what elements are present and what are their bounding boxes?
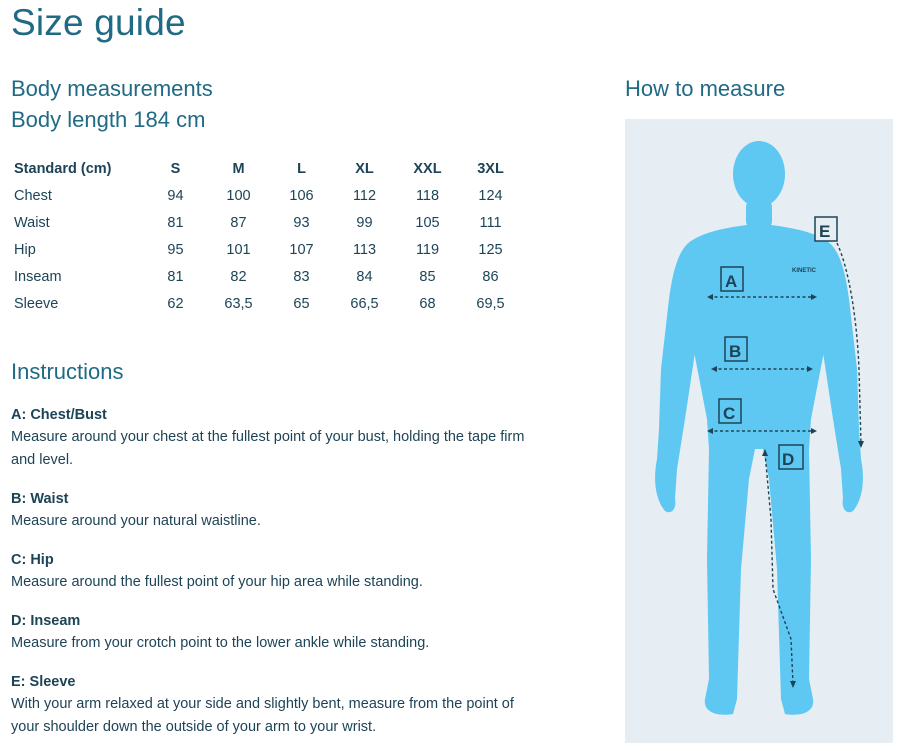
instruction-hip xyxy=(11,549,531,594)
row-label: Chest xyxy=(14,187,52,204)
instruction-text: Measure around your chest at the fullest point of your bust, holding the tape firm and level. xyxy=(11,429,525,468)
table-cell: 87 xyxy=(230,214,247,231)
instruction-heading: B: Waist xyxy=(11,491,69,507)
marker-b: B xyxy=(729,342,742,361)
table-cell: 86 xyxy=(482,268,499,285)
instruction-text: Measure around the fullest point of your hip area while standing. xyxy=(11,574,423,590)
measurement-figure xyxy=(625,119,893,743)
shirt-logo: KINETIC xyxy=(792,268,816,274)
instruction-chest xyxy=(11,404,531,472)
table-row xyxy=(10,209,522,236)
table-cell: 106 xyxy=(289,187,314,204)
table-cell: 94 xyxy=(167,187,184,204)
table-cell: 107 xyxy=(289,241,314,258)
instruction-text: Measure from your crotch point to the lower ankle while standing. xyxy=(11,635,430,651)
table-row xyxy=(10,290,522,317)
table-cell: 69,5 xyxy=(476,295,505,312)
table-header-row xyxy=(10,155,522,182)
table-cell: 81 xyxy=(167,268,184,285)
table-cell: 111 xyxy=(479,214,502,231)
page-title: Size guide xyxy=(11,2,186,43)
table-cell: 65 xyxy=(293,295,310,312)
table-cell: 105 xyxy=(415,214,440,231)
column-header: M xyxy=(232,160,245,177)
table-cell: 85 xyxy=(419,268,436,285)
table-cell: 95 xyxy=(167,241,184,258)
row-label: Hip xyxy=(14,241,36,258)
table-cell: 119 xyxy=(415,241,440,258)
marker-e: E xyxy=(819,222,831,241)
instruction-heading: A: Chest/Bust xyxy=(11,407,107,423)
instruction-waist xyxy=(11,488,531,533)
column-header: S xyxy=(170,160,181,177)
marker-a: A xyxy=(725,272,738,291)
instruction-inseam xyxy=(11,610,531,655)
table-cell: 118 xyxy=(415,187,440,204)
table-cell: 124 xyxy=(478,187,503,204)
instruction-heading: E: Sleeve xyxy=(11,674,76,690)
size-table xyxy=(10,155,522,317)
table-cell: 84 xyxy=(356,268,373,285)
table-cell: 99 xyxy=(356,214,373,231)
table-row xyxy=(10,236,522,263)
marker-d: D xyxy=(782,450,795,469)
table-cell: 66,5 xyxy=(350,295,379,312)
table-row xyxy=(10,182,522,209)
column-header: XL xyxy=(355,160,374,177)
row-label: Inseam xyxy=(14,268,62,285)
how-to-measure-heading: How to measure xyxy=(625,76,786,101)
column-header: XXL xyxy=(413,160,442,177)
body-silhouette-illustration xyxy=(625,119,893,743)
column-header: Standard (cm) xyxy=(14,160,112,177)
marker-c: C xyxy=(723,404,736,423)
table-cell: 100 xyxy=(226,187,251,204)
table-cell: 112 xyxy=(352,187,377,204)
body-length-heading: Body length 184 cm xyxy=(11,107,206,132)
column-header: L xyxy=(297,160,306,177)
table-cell: 63,5 xyxy=(224,295,253,312)
table-cell: 62 xyxy=(167,295,184,312)
table-cell: 81 xyxy=(167,214,184,231)
instruction-heading: C: Hip xyxy=(11,552,54,568)
row-label: Sleeve xyxy=(14,295,59,312)
table-row xyxy=(10,263,522,290)
instruction-heading: D: Inseam xyxy=(11,613,81,629)
table-cell: 68 xyxy=(419,295,436,312)
column-header: 3XL xyxy=(477,160,504,177)
body-measurements-heading: Body measurements xyxy=(11,76,213,101)
table-cell: 83 xyxy=(293,268,310,285)
table-cell: 93 xyxy=(293,214,310,231)
instruction-text: Measure around your natural waistline. xyxy=(11,513,261,529)
row-label: Waist xyxy=(14,214,50,231)
table-cell: 82 xyxy=(230,268,247,285)
instruction-sleeve xyxy=(11,671,531,739)
table-cell: 113 xyxy=(352,241,377,258)
table-cell: 125 xyxy=(478,241,503,258)
table-cell: 101 xyxy=(226,241,251,258)
instructions-heading: Instructions xyxy=(11,359,124,384)
instruction-text: With your arm relaxed at your side and slightly bent, measure from the point of your shoulder down the outside of your arm to your wrist. xyxy=(11,696,514,735)
